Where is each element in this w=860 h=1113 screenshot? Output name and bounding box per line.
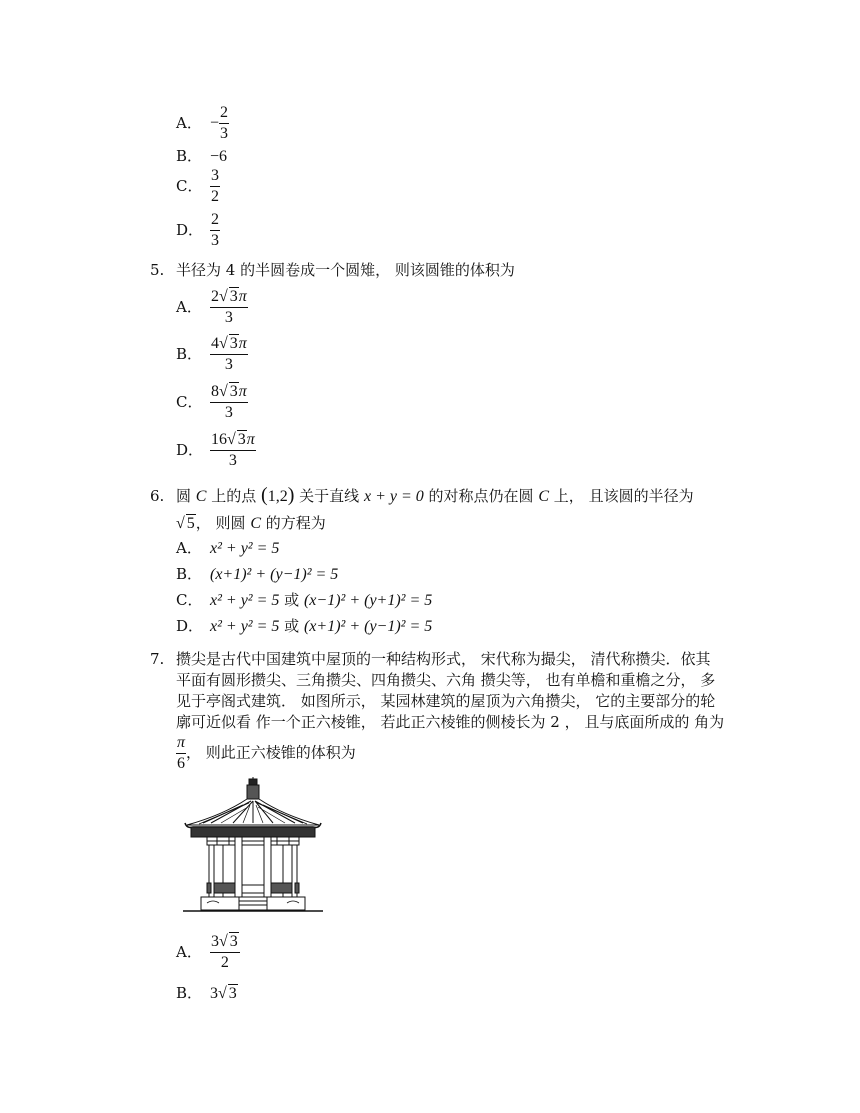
q4-option-b <box>176 146 227 167</box>
equation: (x+1)² + (y−1)² = 5 <box>303 618 433 635</box>
q6-stem-line1 <box>150 485 694 507</box>
sqrt-sign: √ <box>219 335 228 352</box>
option-label: B． <box>176 147 203 165</box>
q6-option-a <box>176 538 279 559</box>
option-label: A． <box>176 942 202 961</box>
minus-sign: − <box>210 114 220 132</box>
question-text: ， 则此正六棱锥的体积为 <box>186 743 356 762</box>
q6-option-c <box>176 590 432 611</box>
text: ， 则圆 <box>195 514 246 532</box>
q7-line5 <box>176 733 356 774</box>
option-label: B． <box>176 984 203 1002</box>
option-value: −6 <box>210 148 228 165</box>
radicand: 3 <box>229 383 238 400</box>
radicand: 3 <box>229 335 238 352</box>
or-text: 或 <box>284 617 300 635</box>
fraction <box>210 166 220 207</box>
equation: (x−1)² + (y+1)² = 5 <box>303 592 433 609</box>
radicand: 3 <box>228 985 237 1002</box>
text: 上， 且该圆的半径为 <box>553 487 694 505</box>
denominator: 2 <box>211 188 219 205</box>
text: 的对称点仍在圆 <box>428 487 534 505</box>
q5-option-a <box>176 287 248 328</box>
radius-value: 5 <box>186 515 195 532</box>
denominator: 3 <box>228 452 237 469</box>
numerator: 2 <box>210 210 220 231</box>
sqrt-sign: √ <box>219 933 228 950</box>
fraction <box>210 430 256 471</box>
q4-option-d <box>176 210 220 251</box>
numerator: 3 <box>210 166 220 187</box>
question-text: 见于亭阁式建筑． 如图所示， 某园林建筑的屋顶为六角攒尖， 它的主要部分的轮 <box>176 692 716 710</box>
text: 关于直线 <box>299 487 360 505</box>
circle-name: C <box>538 488 550 505</box>
question-number: 6. <box>150 487 165 505</box>
numerator: π <box>176 733 186 754</box>
coefficient: 2 <box>211 288 219 305</box>
sqrt-sign: √ <box>227 431 236 448</box>
denominator: 3 <box>211 232 219 249</box>
q4-option-c <box>176 166 220 207</box>
coefficient: 4 <box>211 335 219 352</box>
fraction <box>210 287 248 328</box>
pi-symbol: π <box>238 383 247 400</box>
numerator <box>210 287 248 308</box>
fraction <box>210 334 248 375</box>
angle-fraction <box>176 733 186 774</box>
q5-option-d <box>176 430 256 471</box>
pi-symbol: π <box>238 288 247 305</box>
coefficient: 3 <box>211 933 219 950</box>
question-text: 廓可近似看 作一个正六棱锥， 若此正六棱锥的侧棱长为 2 ， 且与底面所成的 角为 <box>176 713 725 731</box>
q6-stem-line2 <box>176 513 326 534</box>
question-number: 5. <box>150 261 165 279</box>
text: 的方程为 <box>265 514 326 532</box>
q4-option-a <box>176 103 229 144</box>
q5-option-b <box>176 334 248 375</box>
denominator: 3 <box>224 404 233 421</box>
q6-option-b <box>176 564 338 585</box>
q6-option-d <box>176 616 432 637</box>
circle-name: C <box>195 488 207 505</box>
option-label: C． <box>176 392 203 411</box>
equation: x² + y² = 5 <box>210 540 280 557</box>
option-label: D． <box>176 617 204 635</box>
q5-stem <box>150 260 515 280</box>
fraction <box>210 210 220 251</box>
denominator: 3 <box>224 309 233 326</box>
pi-symbol: π <box>246 431 255 448</box>
fraction <box>210 932 240 973</box>
option-label: D． <box>176 440 204 459</box>
option-label: A． <box>176 113 202 132</box>
option-label: C． <box>176 591 203 609</box>
point: (1,2) <box>261 484 295 506</box>
coefficient: 3 <box>210 985 218 1002</box>
question-number: 7. <box>150 650 165 668</box>
sqrt-sign: √ <box>219 383 228 400</box>
equation: x² + y² = 5 <box>210 618 280 635</box>
sqrt-sign: √ <box>176 515 185 532</box>
numerator <box>210 334 248 355</box>
denominator: 6 <box>177 755 185 772</box>
q7-option-b <box>176 983 238 1004</box>
coefficient: 16 <box>211 431 227 448</box>
numerator <box>210 430 256 451</box>
point-coords: 1,2 <box>267 488 288 505</box>
option-label: D． <box>176 220 204 239</box>
equation: (x+1)² + (y−1)² = 5 <box>210 566 339 583</box>
denominator: 2 <box>220 954 229 971</box>
question-text: 平面有圆形攒尖、三角攒尖、四角攒尖、六角 攒尖等， 也有单檐和重檐之分， 多 <box>176 671 716 689</box>
q7-option-a <box>176 932 240 973</box>
denominator: 3 <box>224 356 233 373</box>
line-equation: x + y = 0 <box>363 488 424 505</box>
numerator <box>210 382 248 403</box>
sqrt-sign: √ <box>219 288 228 305</box>
q7-line1 <box>150 649 711 669</box>
fraction <box>219 103 229 144</box>
denominator: 3 <box>220 125 229 142</box>
numerator <box>210 932 240 953</box>
equation: x² + y² = 5 <box>210 592 280 609</box>
fraction <box>210 382 248 423</box>
option-label: B． <box>176 565 203 583</box>
sqrt-sign: √ <box>218 985 227 1002</box>
coefficient: 8 <box>211 383 219 400</box>
question-text: 攒尖是古代中国建筑中屋顶的一种结构形式， 宋代称为撮尖， 清代称攒尖．依其 <box>176 650 711 668</box>
pavilion-illustration <box>183 777 323 915</box>
text: 圆 <box>176 487 192 505</box>
option-label: C． <box>176 176 203 195</box>
radicand: 3 <box>237 431 246 448</box>
circle-name: C <box>250 515 262 532</box>
radicand: 3 <box>229 288 238 305</box>
option-label: B． <box>176 344 203 363</box>
q5-option-c <box>176 382 248 423</box>
option-label: A． <box>176 539 202 557</box>
pi-symbol: π <box>238 335 247 352</box>
option-label: A． <box>176 297 202 316</box>
numerator: 2 <box>219 103 229 124</box>
or-text: 或 <box>284 591 300 609</box>
question-text: 半径为 4 的半圆卷成一个圆雉， 则该圆锥的体积为 <box>176 261 515 279</box>
text: 上的点 <box>211 487 257 505</box>
radicand: 3 <box>229 933 238 950</box>
